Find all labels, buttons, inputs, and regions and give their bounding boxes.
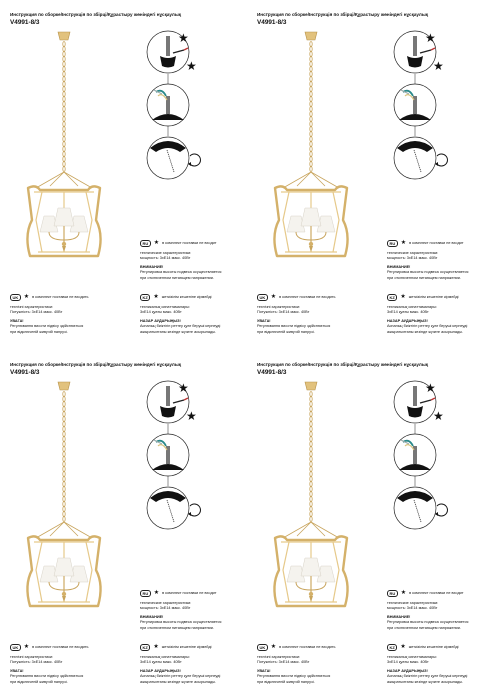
assembly-diagram xyxy=(387,380,457,580)
star-icon: ★ xyxy=(400,644,406,650)
uk-info-block xyxy=(257,644,367,685)
ru-warn-line1: Регулировка высоты подвеса осуществляется xyxy=(140,270,222,275)
ru-tech-value: мощность: 3xE14 макс. 40Вт xyxy=(387,606,438,611)
kz-warn-title: НАЗАР АУДАРЫҢЫЗ! xyxy=(387,319,428,324)
kz-badge: KZ xyxy=(140,294,150,301)
uk-warn-line2: при відключеній живучій напрузі. xyxy=(10,679,68,684)
instruction-sheet xyxy=(247,350,494,700)
uk-warn-title: УВАГА! xyxy=(10,319,24,324)
instruction-sheet xyxy=(0,350,247,700)
kz-warn-line2: ажыратылғаны кезінде жүзеге асырылады. xyxy=(140,329,216,334)
uk-badge: UK xyxy=(257,644,268,651)
ru-star-note: в комплект поставки не входит xyxy=(409,240,464,245)
svg-text:★: ★ xyxy=(433,409,444,423)
uk-info-block xyxy=(257,294,367,335)
kz-warn-line2: ажыратылғаны кезінде жүзеге асырылады. xyxy=(387,679,463,684)
ru-star-note: в комплект поставки не входит xyxy=(162,590,217,595)
ru-badge: RU xyxy=(387,590,398,597)
uk-warn-title: УВАГА! xyxy=(257,669,271,674)
kz-tech-value: 3xE14 қуаты макс. 40Вт xyxy=(387,310,429,315)
star-icon: ★ xyxy=(23,294,30,300)
uk-warn-line2: при відключеній живучій напрузі. xyxy=(257,329,315,334)
kz-warn-line1: Аспаның биіктігін реттеу қуат беруші кернеуді xyxy=(140,324,221,329)
star-icon: ★ xyxy=(23,644,30,650)
uk-tech-title: технічні характеристики: xyxy=(10,655,54,659)
kz-tech-title: техникалық сипаттамалары: xyxy=(387,655,437,659)
sheet-title: Инструкция по сборке/Інструкція по збірці/Құрастыру жөніндегі нұсқаулық xyxy=(10,12,182,17)
chandelier-illustration xyxy=(265,380,357,620)
uk-warn-line1: Регулювання висоти підвісу здійснюється xyxy=(257,324,331,329)
star-icon: ★ xyxy=(400,590,407,596)
ru-star-note: в комплект поставки не входит xyxy=(409,590,464,595)
uk-tech-title: технічні характеристики: xyxy=(257,655,301,659)
uk-star-note: в комплект поставки не входить xyxy=(32,294,89,299)
uk-badge: UK xyxy=(10,644,21,651)
star-icon: ★ xyxy=(270,294,277,300)
star-icon: ★ xyxy=(153,240,160,246)
kz-warn-title: НАЗАР АУДАРЫҢЫЗ! xyxy=(387,669,428,674)
uk-tech-value: Потужність: 3xE14 макс. 40Вт xyxy=(10,660,63,665)
uk-badge: UK xyxy=(10,294,21,301)
ru-info-block xyxy=(387,240,487,281)
ru-warn-title: ВНИМАНИЕ! xyxy=(387,265,411,270)
ru-tech-title: технические характеристики: xyxy=(387,601,439,605)
uk-tech-title: технічні характеристики: xyxy=(257,305,301,309)
kz-info-block xyxy=(140,294,240,335)
kz-tech-title: техникалық сипаттамалары: xyxy=(140,655,190,659)
assembly-diagram xyxy=(140,30,210,230)
ru-star-note: в комплект поставки не входит xyxy=(162,240,217,245)
uk-warn-line1: Регулювання висоти підвісу здійснюється xyxy=(10,674,84,679)
star-icon: ★ xyxy=(270,644,277,650)
uk-warn-title: УВАГА! xyxy=(257,319,271,324)
uk-info-block xyxy=(10,294,120,335)
ru-tech-title: технические характеристики: xyxy=(387,251,439,255)
kz-tech-value: 3xE14 қуаты макс. 40Вт xyxy=(140,310,182,315)
kz-tech-title: техникалық сипаттамалары: xyxy=(140,305,190,309)
kz-info-block xyxy=(140,644,240,685)
ru-info-block xyxy=(140,240,240,281)
kz-tech-value: 3xE14 қуаты макс. 40Вт xyxy=(387,660,429,665)
svg-text:★: ★ xyxy=(186,59,197,73)
ru-badge: RU xyxy=(140,240,151,247)
model-number: V4991-8/3 xyxy=(257,369,287,376)
ru-warn-line2: при отключенном питающем напряжении. xyxy=(140,625,214,630)
instruction-sheet xyxy=(0,0,247,350)
kz-warn-line1: Аспаның биіктігін реттеу қуат беруші кернеуді xyxy=(140,674,221,679)
assembly-diagram xyxy=(140,380,210,580)
ru-badge: RU xyxy=(140,590,151,597)
sheet-title: Инструкция по сборке/Інструкція по збірці/Құрастыру жөніндегі нұсқаулық xyxy=(257,362,429,367)
svg-text:★: ★ xyxy=(425,381,436,395)
uk-star-note: в комплект поставки не входить xyxy=(279,294,336,299)
ru-warn-title: ВНИМАНИЕ! xyxy=(140,615,164,620)
ru-warn-line2: при отключенном питающем напряжении. xyxy=(387,275,461,280)
ru-info-block xyxy=(140,590,240,631)
kz-star-note: жеткізілім кешеніне кірмейді xyxy=(161,644,212,649)
star-icon: ★ xyxy=(153,590,160,596)
ru-warn-title: ВНИМАНИЕ! xyxy=(387,615,411,620)
svg-text:★: ★ xyxy=(425,31,436,45)
instruction-sheet xyxy=(247,0,494,350)
star-icon: ★ xyxy=(400,240,407,246)
ru-tech-value: мощность: 3xE14 макс. 40Вт xyxy=(140,606,191,611)
ru-badge: RU xyxy=(387,240,398,247)
svg-text:★: ★ xyxy=(186,409,197,423)
kz-warn-line1: Аспаның биіктігін реттеу қуат беруші кернеуді xyxy=(387,674,468,679)
ru-warn-line2: при отключенном питающем напряжении. xyxy=(387,625,461,630)
kz-tech-value: 3xE14 қуаты макс. 40Вт xyxy=(140,660,182,665)
uk-warn-title: УВАГА! xyxy=(10,669,24,674)
uk-tech-value: Потужність: 3xE14 макс. 40Вт xyxy=(10,310,63,315)
uk-star-note: в комплект поставки не входить xyxy=(32,644,89,649)
assembly-diagram xyxy=(387,30,457,230)
star-icon: ★ xyxy=(153,644,159,650)
kz-star-note: жеткізілім кешеніне кірмейді xyxy=(161,294,212,299)
ru-info-block xyxy=(387,590,487,631)
model-number: V4991-8/3 xyxy=(257,19,287,26)
kz-info-block xyxy=(387,644,487,685)
chandelier-illustration xyxy=(265,30,357,270)
kz-warn-line2: ажыратылғаны кезінде жүзеге асырылады. xyxy=(140,679,216,684)
uk-badge: UK xyxy=(257,294,268,301)
kz-info-block xyxy=(387,294,487,335)
chandelier-illustration xyxy=(18,30,110,270)
chandelier-illustration xyxy=(18,380,110,620)
star-icon: ★ xyxy=(153,294,159,300)
ru-tech-value: мощность: 3xE14 макс. 40Вт xyxy=(387,256,438,261)
uk-star-note: в комплект поставки не входить xyxy=(279,644,336,649)
uk-tech-value: Потужність: 3xE14 макс. 40Вт xyxy=(257,310,310,315)
uk-warn-line2: при відключеній живучій напрузі. xyxy=(257,679,315,684)
kz-badge: KZ xyxy=(140,644,150,651)
kz-star-note: жеткізілім кешеніне кірмейді xyxy=(408,294,459,299)
ru-warn-line1: Регулировка высоты подвеса осуществляется xyxy=(387,270,469,275)
kz-warn-title: НАЗАР АУДАРЫҢЫЗ! xyxy=(140,319,181,324)
ru-warn-line1: Регулировка высоты подвеса осуществляется xyxy=(387,620,469,625)
kz-warn-line1: Аспаның биіктігін реттеу қуат беруші кернеуді xyxy=(387,324,468,329)
kz-warn-line2: ажыратылғаны кезінде жүзеге асырылады. xyxy=(387,329,463,334)
kz-badge: KZ xyxy=(387,644,397,651)
ru-warn-line2: при отключенном питающем напряжении. xyxy=(140,275,214,280)
kz-tech-title: техникалық сипаттамалары: xyxy=(387,305,437,309)
model-number: V4991-8/3 xyxy=(10,19,40,26)
uk-tech-title: технічні характеристики: xyxy=(10,305,54,309)
kz-star-note: жеткізілім кешеніне кірмейді xyxy=(408,644,459,649)
ru-tech-value: мощность: 3xE14 макс. 40Вт xyxy=(140,256,191,261)
star-icon: ★ xyxy=(400,294,406,300)
uk-tech-value: Потужність: 3xE14 макс. 40Вт xyxy=(257,660,310,665)
kz-badge: KZ xyxy=(387,294,397,301)
ru-warn-line1: Регулировка высоты подвеса осуществляется xyxy=(140,620,222,625)
ru-tech-title: технические характеристики: xyxy=(140,601,192,605)
svg-text:★: ★ xyxy=(178,381,189,395)
sheet-title: Инструкция по сборке/Інструкція по збірці/Құрастыру жөніндегі нұсқаулық xyxy=(10,362,182,367)
svg-text:★: ★ xyxy=(433,59,444,73)
ru-warn-title: ВНИМАНИЕ! xyxy=(140,265,164,270)
kz-warn-title: НАЗАР АУДАРЫҢЫЗ! xyxy=(140,669,181,674)
uk-warn-line2: при відключеній живучій напрузі. xyxy=(10,329,68,334)
uk-warn-line1: Регулювання висоти підвісу здійснюється xyxy=(10,324,84,329)
ru-tech-title: технические характеристики: xyxy=(140,251,192,255)
uk-warn-line1: Регулювання висоти підвісу здійснюється xyxy=(257,674,331,679)
uk-info-block xyxy=(10,644,120,685)
svg-text:★: ★ xyxy=(178,31,189,45)
sheet-title: Инструкция по сборке/Інструкція по збірці/Құрастыру жөніндегі нұсқаулық xyxy=(257,12,429,17)
model-number: V4991-8/3 xyxy=(10,369,40,376)
